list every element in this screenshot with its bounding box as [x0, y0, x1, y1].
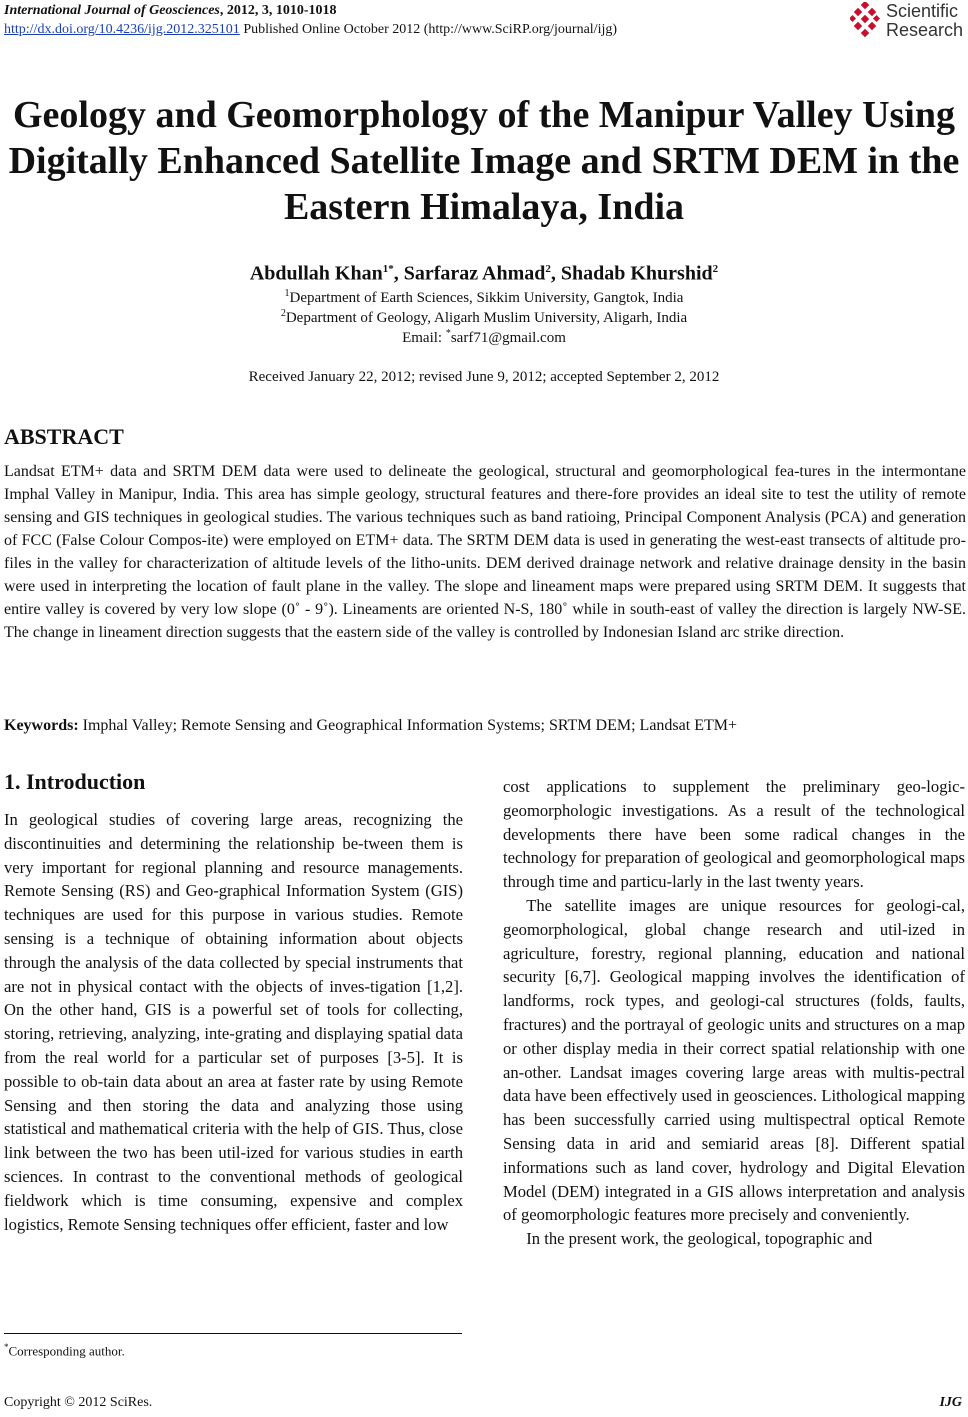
- keywords-text: Imphal Valley; Remote Sensing and Geographical Information Systems; SRTM DEM; Landsat ETM+: [78, 717, 737, 734]
- author-affiliation-mark: 2: [712, 263, 719, 275]
- logo-word-research: Research: [886, 20, 964, 40]
- footnote-divider: [4, 1333, 462, 1334]
- paragraph: In geological studies of covering large areas, recognizing the discontinuities and determining the relationship be-tween them is very important for regional planning and resource managements. Remote Sensing (RS) and Geo-graphical Information System (GIS) techniques are used for this purpose in various studies. Remote sensing is a technique of obtaining information about objects through the analysis of the data collected by special instruments that are not in physical contact with the objects of inves-tigation [1,2]. On the other hand, GIS is a powerful set of tools for collecting, storing, retrieving, analyzing, inte-grating and displaying spatial data from the real world for a particular set of purposes [3-5]. It is possible to ob-tain data about an area at faster rate by using Remote Sensing and then storing the data and analyzing those using statistical and mathematical criteria with the help of GIS. Thus, close link between the two has been util-ized for various studies in earth sciences. In contrast to the conventional methods of geological fieldwork which is time consuming, expensive and complex logistics, Remote Sensing techniques offer efficient, faster and low: [4, 810, 463, 1234]
- title-line: Digitally Enhanced Satellite Image and SRTM DEM in the: [8, 140, 960, 182]
- logo-word-scientific: Scientific: [886, 1, 959, 21]
- copyright-footer: Copyright © 2012 SciRes.: [4, 1395, 153, 1410]
- right-column: [503, 775, 965, 1251]
- journal-header: [4, 2, 337, 19]
- journal-abbrev-footer: IJG: [939, 1395, 962, 1410]
- abstract-heading: ABSTRACT: [4, 424, 124, 449]
- affiliation-text: Department of Geology, Aligarh Muslim University, Aligarh, India: [285, 310, 688, 326]
- affiliation-text: Department of Earth Sciences, Sikkim University, Gangtok, India: [289, 290, 684, 306]
- paragraph: The satellite images are unique resources for geologi-cal, geomorphological, global change research and util-ized in agriculture, forestry, regional planning, education and national security [6,7]. Geological mapping involves the identification of landforms, rock types, and geologi-cal structures (folds, faults, fractures) and the portrayal of geologic units and structures on a map or other display media in their correct spatial relationship with one an-other. Landsat images covering large areas with multis-pectral data have been effectively used in geosciences. Lithological mapping has been successfully carried using multispectral optical Remote Sensing data in arid and semiarid areas [8]. Different spatial informations such as land cover, hydrology and Digital Elevation Model (DEM) integrated in a GIS allows interpretation and analysis of geomorphologic features more precisely and conveniently.: [503, 895, 965, 1225]
- author-name: , Shadab Khurshid: [550, 262, 713, 285]
- title-line: Geology and Geomorphology of the Manipur Valley Using: [12, 94, 955, 136]
- paragraph: cost applications to supplement the preliminary geo-logic-geomorphologic investigations. As a result of the technological developments there have been some radical changes in the technology for preparation of geological and geomorphological maps through time and particu-larly in the last twenty years.: [503, 777, 965, 892]
- doi-link[interactable]: http://dx.doi.org/10.4236/ijg.2012.325101: [4, 22, 240, 37]
- keywords-label: Keywords:: [4, 717, 79, 734]
- journal-volume: , 2012, 3, 1010-1018: [219, 3, 337, 18]
- logo-mark-icon: [850, 2, 880, 38]
- author-affiliation-mark: 2: [545, 263, 551, 275]
- email-address: sarf71@gmail.com: [450, 330, 566, 346]
- footnote-text: Corresponding author.: [8, 1343, 125, 1359]
- email-line: [0, 324, 968, 348]
- footnote-mark: *: [4, 1342, 9, 1352]
- footnote: [4, 1339, 125, 1359]
- journal-name: International Journal of Geosciences: [4, 3, 220, 18]
- title-line: Eastern Himalaya, India: [283, 186, 685, 228]
- left-column: [4, 808, 463, 1236]
- author-name: Abdullah Khan: [249, 262, 383, 285]
- email-mark: *: [445, 328, 451, 339]
- paper-title: [0, 92, 968, 230]
- author-list: [0, 256, 968, 287]
- received-dates: Received January 22, 2012; revised June 9, 2012; accepted September 2, 2012: [248, 369, 720, 385]
- keywords-line: [4, 715, 966, 737]
- author-name: , Sarfaraz Ahmad: [393, 262, 546, 285]
- email-label: Email:: [402, 330, 446, 346]
- section-heading-introduction: 1. Introduction: [4, 769, 146, 794]
- scientific-research-logo: [846, 2, 968, 42]
- publication-line: [4, 21, 617, 38]
- affiliation-mark: 1: [284, 288, 290, 299]
- published-online-text: Published Online October 2012 (http://www.SciRP.org/journal/ijg): [239, 22, 618, 37]
- abstract-body: Landsat ETM+ data and SRTM DEM data were used to delineate the geological, structural and geomorphological fea-tures in the intermontane Imphal Valley in Manipur, India. This area has simple geology, structural features and there-fore provides an ideal site to test the utility of remote sensing and GIS techniques in geological studies. The various techniques such as band ratioing, Principal Component Analysis (PCA) and generation of FCC (False Colour Compos-ite) were employed on ETM+ data. The SRTM DEM data is used in generating the west-east transects of altitude pro-files in the valley for characterization of altitude levels of the litho-units. DEM derived drainage network and relative drainage density in the basin were used in interpreting the location of fault plane in the valley. The slope and lineament maps were prepared using SRTM DEM. It suggests that entire valley is covered by very low slope (0˚ - 9˚). Lineaments are oriented N-S, 180˚ while in south-east of valley the direction is largely NW-SE. The change in lineament direction suggests that the eastern side of the valley is controlled by Indonesian Island arc strike direction.: [4, 463, 966, 641]
- paragraph: In the present work, the geological, topographic and: [526, 1229, 873, 1249]
- affiliation-mark: 2: [280, 308, 286, 319]
- author-affiliation-mark: 1*: [382, 263, 394, 275]
